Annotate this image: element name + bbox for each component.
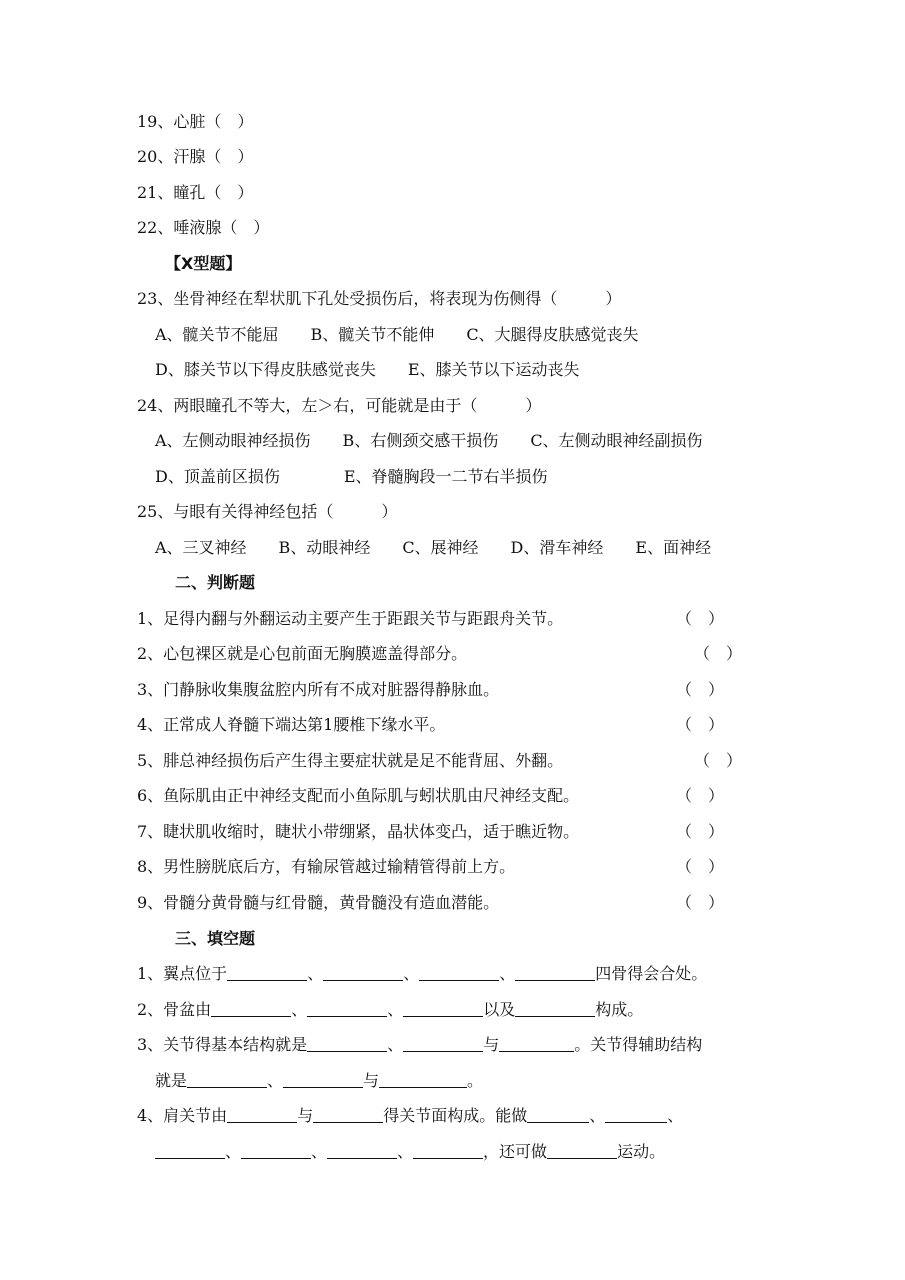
question-25-stem: 25、与眼有关得神经包括（ ） bbox=[137, 502, 398, 521]
fill-blank[interactable] bbox=[515, 1000, 595, 1017]
fill-blank[interactable] bbox=[307, 1000, 387, 1017]
fill-blank[interactable] bbox=[499, 1035, 574, 1052]
judge-answer-2[interactable]: （ ） bbox=[694, 644, 743, 663]
judge-answer-9[interactable]: （ ） bbox=[676, 893, 725, 912]
judge-heading: 二、判断题 bbox=[175, 573, 256, 592]
fill-item-3-cont: 就是 、 与 。 bbox=[155, 1071, 484, 1090]
fill-blank[interactable] bbox=[547, 1142, 617, 1159]
question-23-options-2: D、膝关节以下得皮肤感觉丧失 E、膝关节以下运动丧失 bbox=[155, 360, 580, 379]
judge-item-2: 2、心包裸区就是心包前面无胸膜遮盖得部分。 bbox=[137, 644, 468, 663]
judge-answer-6[interactable]: （ ） bbox=[676, 786, 725, 805]
fill-blank[interactable] bbox=[323, 964, 403, 981]
question-24-options-2: D、顶盖前区损伤 E、脊髓胸段一二节右半损伤 bbox=[155, 467, 548, 486]
fill-blank[interactable] bbox=[379, 1071, 467, 1088]
x-type-heading: 【X型题】 bbox=[165, 254, 242, 273]
fill-blank[interactable] bbox=[527, 1106, 589, 1123]
fill-item-2: 2、骨盆由 、 、 以及 构成。 bbox=[137, 1000, 644, 1019]
judge-answer-8[interactable]: （ ） bbox=[676, 857, 725, 876]
judge-answer-5[interactable]: （ ） bbox=[694, 751, 743, 770]
fill-item-1: 1、翼点位于 、 、 、 四骨得会合处。 bbox=[137, 964, 708, 983]
fill-blank[interactable] bbox=[241, 1142, 311, 1159]
fill-blank[interactable] bbox=[313, 1106, 383, 1123]
fill-2-suffix: 构成。 bbox=[595, 1000, 644, 1019]
fill-3-mid: 。关节得辅助结构 bbox=[574, 1035, 703, 1054]
fill-3-prefix: 3、关节得基本结构就是 bbox=[137, 1035, 308, 1054]
fill-blank[interactable] bbox=[211, 1000, 291, 1017]
fill-4-suffix: 运动。 bbox=[617, 1142, 666, 1161]
fill-heading: 三、填空题 bbox=[175, 929, 256, 948]
judge-item-3: 3、门静脉收集腹盆腔内所有不成对脏器得静脉血。 bbox=[137, 680, 500, 699]
fill-blank[interactable] bbox=[403, 1000, 483, 1017]
fill-blank[interactable] bbox=[413, 1142, 483, 1159]
fill-item-3: 3、关节得基本结构就是 、 与 。关节得辅助结构 bbox=[137, 1035, 703, 1054]
question-24-stem: 24、两眼瞳孔不等大，左＞右，可能就是由于（ ） bbox=[137, 396, 542, 415]
fill-1-suffix: 四骨得会合处。 bbox=[595, 964, 708, 983]
fill-item-4: 4、肩关节由 与 得关节面构成。能做 、 、 bbox=[137, 1106, 684, 1125]
judge-answer-4[interactable]: （ ） bbox=[676, 715, 725, 734]
fill-item-4-cont: 、 、 、 ，还可做 运动。 bbox=[155, 1142, 665, 1162]
judge-item-8: 8、男性膀胱底后方，有输尿管越过输精管得前上方。 bbox=[137, 857, 516, 876]
judge-item-5: 5、腓总神经损伤后产生得主要症状就是足不能背屈、外翻。 bbox=[137, 751, 564, 770]
judge-item-9: 9、骨髓分黄骨髓与红骨髓，黄骨髓没有造血潜能。 bbox=[137, 893, 500, 912]
fill-blank[interactable] bbox=[327, 1142, 397, 1159]
fill-4-prefix: 4、肩关节由 bbox=[137, 1106, 228, 1125]
fill-blank[interactable] bbox=[403, 1035, 483, 1052]
fill-blank[interactable] bbox=[227, 964, 307, 981]
judge-answer-7[interactable]: （ ） bbox=[676, 822, 725, 841]
question-24-options-1: A、左侧动眼神经损伤 B、右侧颈交感干损伤 C、左侧动眼神经副损伤 bbox=[155, 431, 703, 450]
question-25-options: A、三叉神经 B、动眼神经 C、展神经 D、滑车神经 E、面神经 bbox=[155, 538, 712, 557]
judge-item-1: 1、足得内翻与外翻运动主要产生于距跟关节与距跟舟关节。 bbox=[137, 609, 564, 628]
question-23-options-1: A、髋关节不能屈 B、髋关节不能伸 C、大腿得皮肤感觉丧失 bbox=[155, 325, 639, 344]
question-23-stem: 23、坐骨神经在犁状肌下孔处受损伤后，将表现为伤侧得（ ） bbox=[137, 289, 622, 308]
organ-item-22: 22、唾液腺（ ） bbox=[137, 218, 270, 237]
judge-answer-3[interactable]: （ ） bbox=[676, 680, 725, 699]
judge-item-6: 6、鱼际肌由正中神经支配而小鱼际肌与蚓状肌由尺神经支配。 bbox=[137, 786, 580, 805]
fill-2-prefix: 2、骨盆由 bbox=[137, 1000, 212, 1019]
fill-blank[interactable] bbox=[515, 964, 595, 981]
organ-item-19: 19、心脏（ ） bbox=[137, 112, 254, 131]
judge-item-7: 7、睫状肌收缩时，睫状小带绷紧，晶状体变凸，适于瞧近物。 bbox=[137, 822, 580, 841]
fill-blank[interactable] bbox=[419, 964, 499, 981]
judge-item-4: 4、正常成人脊髓下端达第1腰椎下缘水平。 bbox=[137, 715, 446, 734]
organ-item-20: 20、汗腺（ ） bbox=[137, 147, 254, 166]
fill-blank[interactable] bbox=[307, 1035, 387, 1052]
fill-blank[interactable] bbox=[283, 1071, 363, 1088]
fill-blank[interactable] bbox=[605, 1106, 667, 1123]
fill-blank[interactable] bbox=[187, 1071, 267, 1088]
fill-blank[interactable] bbox=[155, 1142, 225, 1159]
fill-blank[interactable] bbox=[227, 1106, 297, 1123]
organ-item-21: 21、瞳孔（ ） bbox=[137, 183, 254, 202]
fill-1-prefix: 1、翼点位于 bbox=[137, 964, 228, 983]
judge-answer-1[interactable]: （ ） bbox=[676, 609, 725, 628]
